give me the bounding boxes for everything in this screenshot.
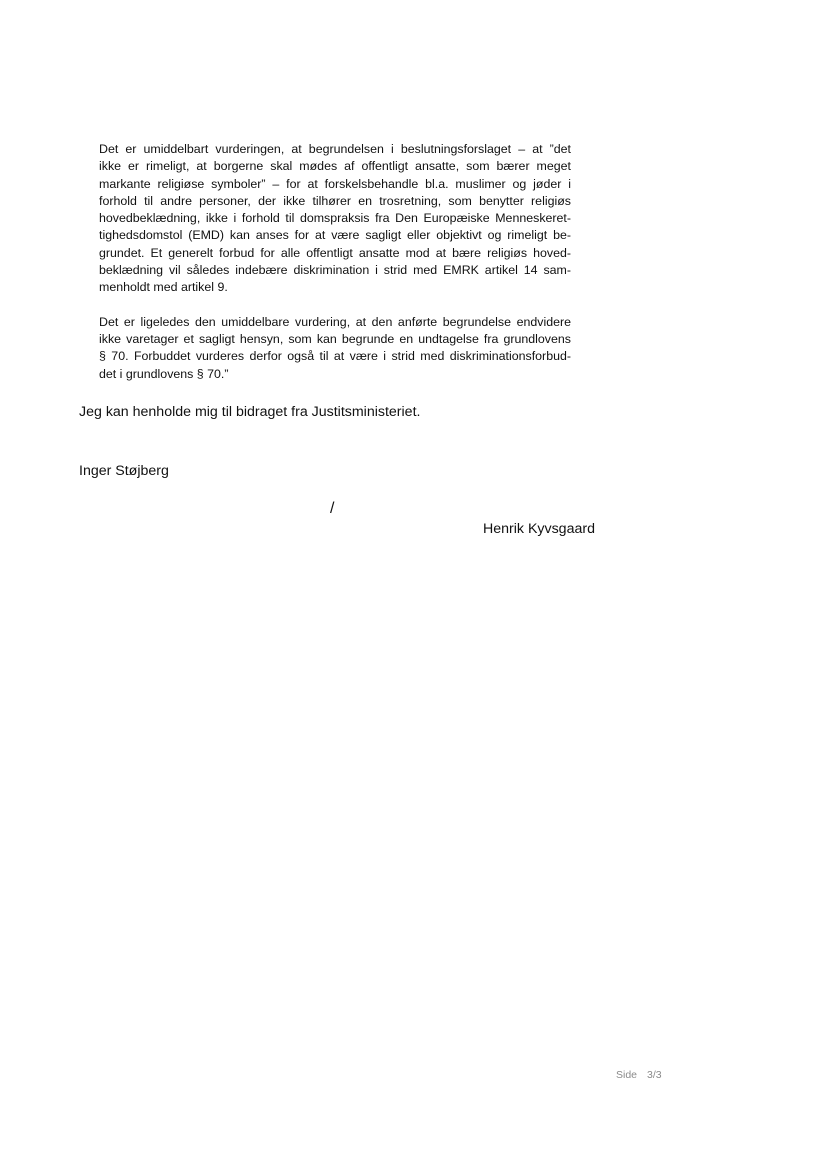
quote-line: menholdt med artikel 9.	[99, 280, 228, 295]
quote-line: hovedbeklædning, ikke i forhold til domspraksis fra Den Europæiske Menneskeret-	[99, 211, 571, 226]
quote-line: ikke er rimeligt, at borgerne skal mødes af offentligt ansatte, som bærer meget	[99, 159, 571, 174]
signature-official: Henrik Kyvsgaard	[483, 521, 595, 537]
quote-line: Det er ligeledes den umiddelbare vurdering, at den anførte begrundelse endvidere	[99, 314, 571, 329]
quote-line: beklædning vil således indebære diskrimination i strid med EMRK artikel 14 sam-	[99, 263, 571, 278]
quote-line: tighedsdomstol (EMD) kan anses for at være sagligt eller objektivt og rimeligt be-	[99, 228, 571, 243]
page-number: 3/3	[647, 1069, 662, 1081]
page-label: Side	[616, 1069, 638, 1081]
quote-line: forhold til andre personer, der ikke tilhører en trosretning, som benytter religiøs	[99, 193, 571, 208]
quote-line: markante religiøse symboler” – for at forskelsbehandle bl.a. muslimer og jøder i	[99, 176, 571, 191]
signature-separator: /	[330, 500, 335, 517]
page-footer	[616, 1069, 662, 1081]
quote-paragraph-2	[99, 314, 571, 383]
quote-line: ikke varetager et sagligt hensyn, som kan begrunde en undtagelse fra grundlovens	[99, 331, 571, 346]
quote-line: det i grundlovens § 70.”	[99, 366, 229, 381]
quote-line: § 70. Forbuddet vurderes derfor også til at være i strid med diskriminationsforbud-	[99, 349, 571, 364]
quoted-legal-assessment	[99, 141, 571, 383]
body-statement: Jeg kan henholde mig til bidraget fra Justitsministeriet.	[79, 404, 421, 420]
quote-line: Det er umiddelbart vurderingen, at begrundelsen i beslutningsforslaget – at ”det	[99, 142, 571, 156]
signature-minister: Inger Støjberg	[79, 463, 169, 479]
quote-paragraph-1	[99, 141, 571, 297]
paragraph-spacer	[99, 297, 571, 314]
quote-line: grundet. Et generelt forbud for alle offentligt ansatte mod at bære religiøs hoved-	[99, 245, 571, 260]
